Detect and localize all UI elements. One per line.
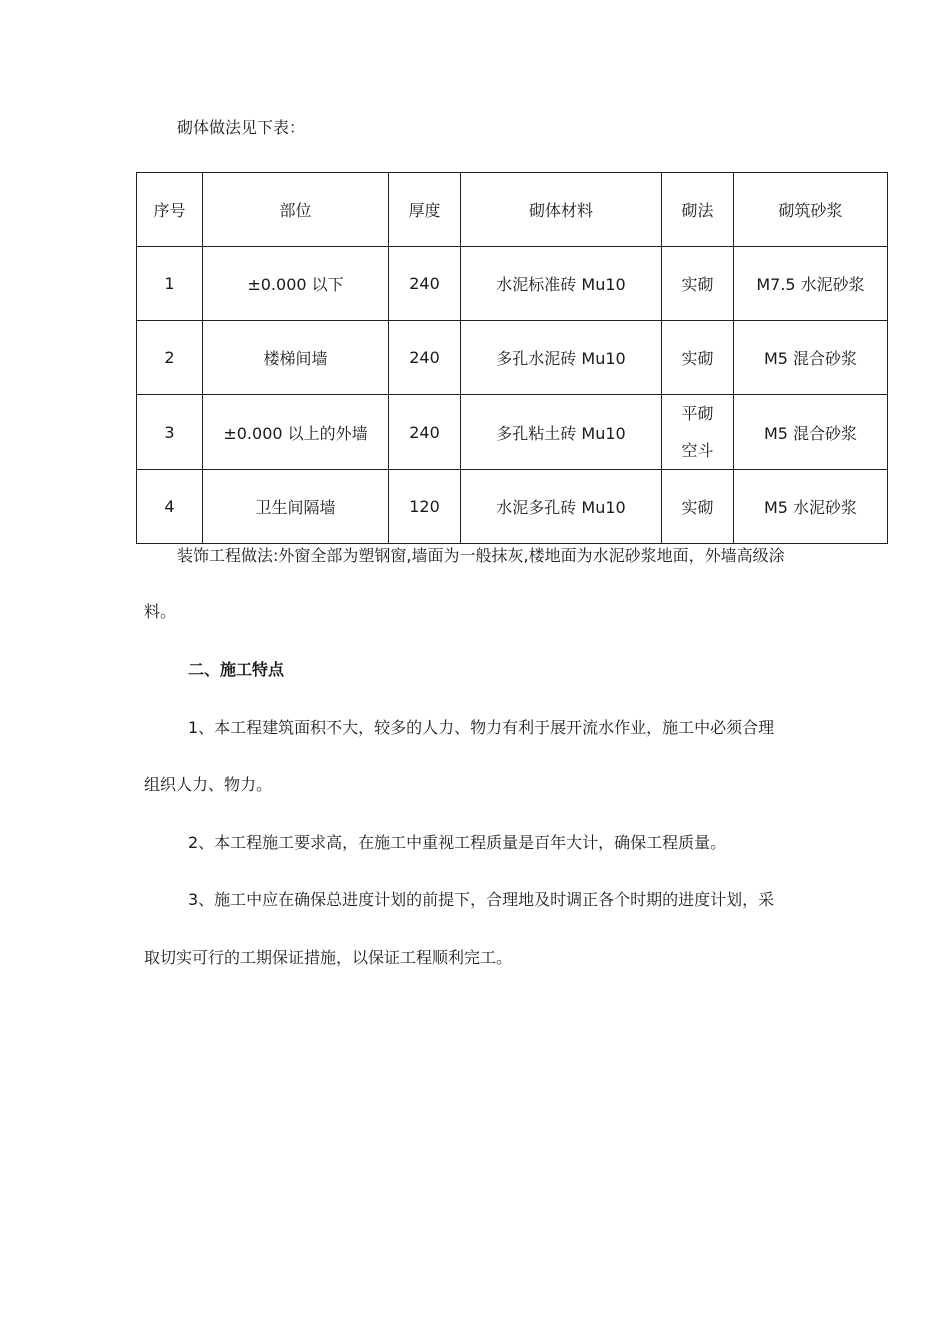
table-row: [137, 247, 888, 321]
cell-method: 实砌: [662, 247, 734, 321]
point-1-line2: 组织人力、物力。: [144, 775, 273, 794]
cell-part: ±0.000 以上的外墙: [203, 395, 389, 470]
cell-mortar: M7.5 水泥砂浆: [734, 247, 888, 321]
table-header-row: [137, 173, 888, 247]
point-1-line1: 1、本工程建筑面积不大，较多的人力、物力有利于展开流水作业，施工中必须合理: [188, 718, 775, 737]
header-part: 部位: [203, 173, 389, 247]
header-material: 砌体材料: [461, 173, 662, 247]
cell-mortar: M5 混合砂浆: [734, 321, 888, 395]
cell-thickness: 120: [389, 470, 461, 544]
cell-part: 楼梯间墙: [203, 321, 389, 395]
cell-no: 2: [137, 321, 203, 395]
point-2-line1: 2、本工程施工要求高，在施工中重视工程质量是百年大计，确保工程质量。: [188, 833, 727, 852]
table-row: [137, 321, 888, 395]
table-row: [137, 470, 888, 544]
cell-mortar: M5 水泥砂浆: [734, 470, 888, 544]
cell-material: 水泥多孔砖 Mu10: [461, 470, 662, 544]
point-3-line2: 取切实可行的工期保证措施，以保证工程顺利完工。: [144, 948, 513, 967]
header-method: 砌法: [662, 173, 734, 247]
cell-method: 实砌: [662, 470, 734, 544]
header-no: 序号: [137, 173, 203, 247]
cell-material: 水泥标准砖 Mu10: [461, 247, 662, 321]
cell-no: 1: [137, 247, 203, 321]
cell-method: [662, 395, 734, 470]
cell-material: 多孔水泥砖 Mu10: [461, 321, 662, 395]
point-3-line1: 3、施工中应在确保总进度计划的前提下，合理地及时调正各个时期的进度计划，采: [188, 890, 775, 909]
cell-method-line2: 空斗: [681, 441, 714, 460]
cell-method-line1: 平砌: [681, 404, 714, 423]
table-row: [137, 395, 888, 470]
section-heading: 二、施工特点: [188, 660, 285, 679]
cell-thickness: 240: [389, 395, 461, 470]
cell-method: 实砌: [662, 321, 734, 395]
cell-mortar: M5 混合砂浆: [734, 395, 888, 470]
cell-no: 4: [137, 470, 203, 544]
cell-material: 多孔粘土砖 Mu10: [461, 395, 662, 470]
table-intro: 砌体做法见下表：: [177, 118, 306, 137]
cell-thickness: 240: [389, 247, 461, 321]
header-thickness: 厚度: [389, 173, 461, 247]
masonry-table: [136, 172, 888, 544]
cell-part: ±0.000 以下: [203, 247, 389, 321]
decoration-paragraph-line2: 料。: [144, 602, 177, 621]
header-mortar: 砌筑砂浆: [734, 173, 888, 247]
cell-part: 卫生间隔墙: [203, 470, 389, 544]
decoration-paragraph-line1: 装饰工程做法:外窗全部为塑钢窗,墙面为一般抹灰,楼地面为水泥砂浆地面，外墙高级涂: [177, 546, 785, 565]
cell-thickness: 240: [389, 321, 461, 395]
cell-no: 3: [137, 395, 203, 470]
